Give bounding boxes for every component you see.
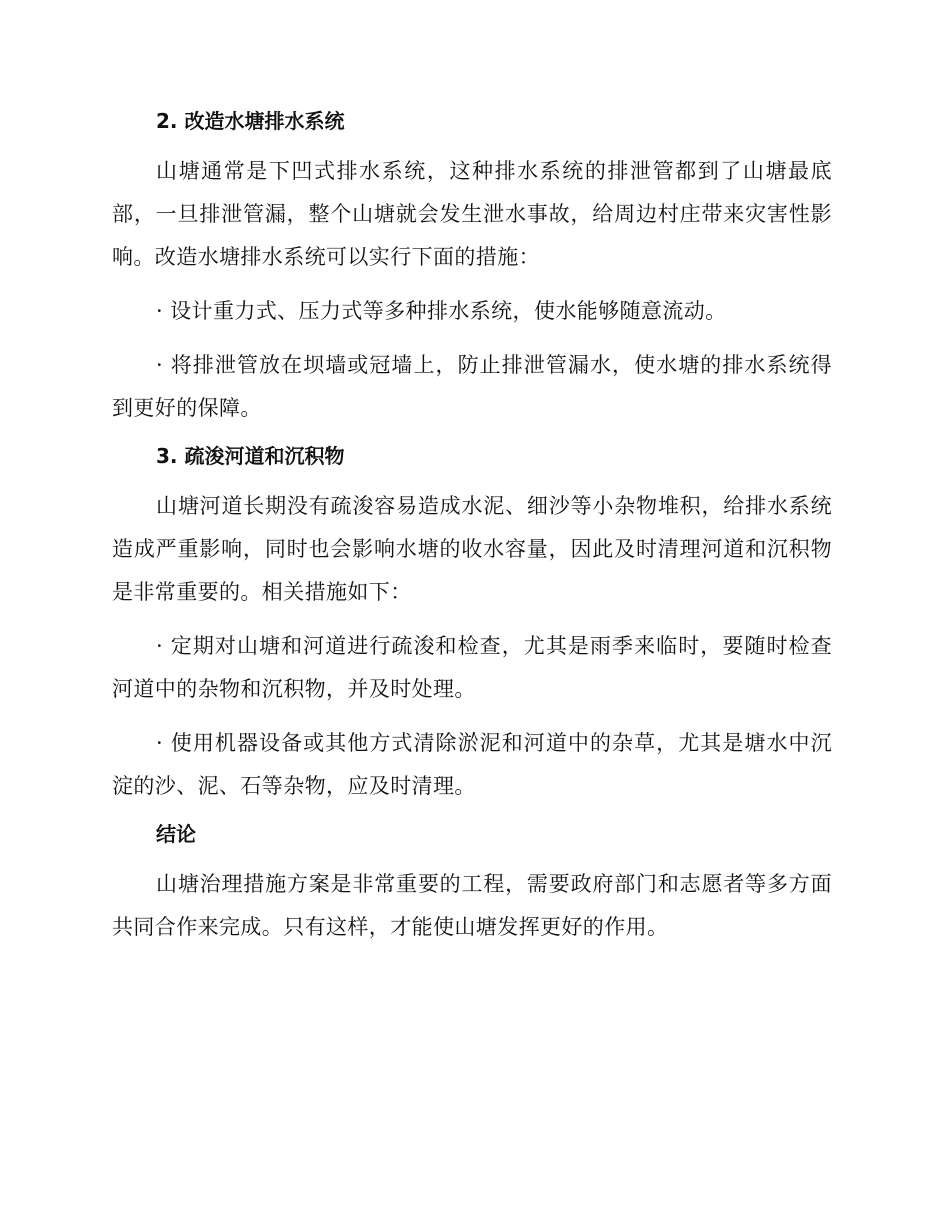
- section-paragraph: 山塘通常是下凹式排水系统，这种排水系统的排泄管都到了山塘最底部，一旦排泄管漏，整个山塘就会发生泄水事故，给周边村庄带来灾害性影响。改造水塘排水系统可以实行下面的措施：: [112, 159, 832, 269]
- document-body: [112, 106, 832, 960]
- section-paragraph: 山塘治理措施方案是非常重要的工程，需要政府部门和志愿者等多方面共同合作来完成。只有这样，才能使山塘发挥更好的作用。: [112, 872, 832, 939]
- bullet-item: · 将排泄管放在坝墙或冠墙上，防止排泄管漏水，使水塘的排水系统得到更好的保障。: [112, 353, 832, 420]
- section-heading-dredging: 3. 疏浚河道和沉积物: [156, 444, 345, 468]
- bullet-item: · 定期对山塘和河道进行疏浚和检查，尤其是雨季来临时，要随时检查河道中的杂物和沉积物，并及时处理。: [112, 634, 832, 701]
- section-heading-conclusion: 结论: [156, 822, 196, 846]
- section-paragraph: 山塘河道长期没有疏浚容易造成水泥、细沙等小杂物堆积，给排水系统造成严重影响，同时也会影响水塘的收水容量，因此及时清理河道和沉积物是非常重要的。相关措施如下：: [112, 494, 832, 604]
- bullet-item: · 使用机器设备或其他方式清除淤泥和河道中的杂草，尤其是塘水中沉淀的沙、泥、石等杂物，应及时清理。: [112, 731, 832, 798]
- bullet-item: · 设计重力式、压力式等多种排水系统，使水能够随意流动。: [156, 299, 727, 323]
- section-heading-drainage: 2. 改造水塘排水系统: [156, 109, 345, 133]
